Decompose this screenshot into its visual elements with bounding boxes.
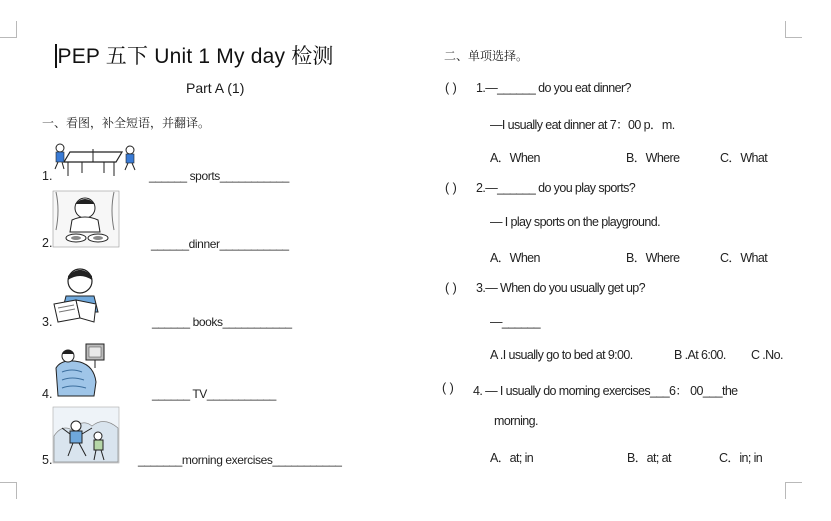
q4-option-a: A．at; in — [490, 451, 534, 465]
section-2-heading: 二、单项选择。 — [444, 49, 529, 63]
q4-option-b: B．at; at — [627, 451, 671, 465]
q1-answer-line: —I usually eat dinner at 7：00 p．m. — [490, 118, 675, 132]
q1-option-c: C．What — [720, 151, 768, 165]
item-5-phrase: _______morning exercises___________ — [138, 453, 342, 467]
boy-eating-dinner-picture — [52, 190, 120, 248]
crop-mark-bottom-right — [785, 482, 802, 499]
item-1-phrase: ______ sports___________ — [149, 169, 289, 183]
page-title-text: PEP 五下 Unit 1 My day 检测 — [57, 45, 334, 68]
item-5-number: 5. — [42, 453, 53, 467]
page-title — [55, 40, 334, 70]
crop-mark-bottom-left — [0, 482, 17, 499]
q1-option-b: B．Where — [626, 151, 680, 165]
morning-exercises-picture — [52, 406, 120, 464]
q3-answer-bracket: ( ) — [445, 281, 457, 295]
item-4-number: 4. — [42, 387, 53, 401]
q3-option-b: B .At 6:00. — [674, 348, 726, 362]
q4-answer-line: morning. — [494, 414, 538, 428]
person-watching-tv-picture — [52, 338, 108, 398]
q2-answer-bracket: ( ) — [445, 181, 457, 195]
q1-stem: 1.—______ do you eat dinner? — [476, 81, 631, 95]
q2-answer-line: — I play sports on the playground. — [490, 215, 660, 229]
item-2-number: 2. — [42, 236, 53, 250]
q3-option-a: A .I usually go to bed at 9:00. — [490, 348, 633, 362]
boy-reading-book-picture — [50, 264, 106, 324]
item-1-number: 1. — [42, 169, 53, 183]
q2-stem: 2.—______ do you play sports? — [476, 181, 636, 195]
q1-option-a: A．When — [490, 151, 540, 165]
q2-option-b: B．Where — [626, 251, 680, 265]
crop-mark-top-left — [0, 21, 17, 38]
item-2-phrase: ______dinner___________ — [151, 237, 289, 251]
q3-answer-line: —______ — [490, 315, 541, 329]
q4-answer-bracket: ( ) — [442, 381, 454, 395]
q4-option-c: C．in; in — [719, 451, 763, 465]
item-3-phrase: ______ books___________ — [152, 315, 292, 329]
q4-stem: 4. — I usually do morning exercises___6： 00___the — [473, 384, 738, 398]
q2-option-a: A．When — [490, 251, 540, 265]
page-subtitle: Part A (1) — [186, 80, 245, 96]
crop-mark-top-right — [785, 21, 802, 38]
q2-option-c: C．What — [720, 251, 768, 265]
ping-pong-players-picture — [52, 140, 138, 178]
q3-stem: 3.— When do you usually get up? — [476, 281, 646, 295]
q3-option-c: C .No. — [751, 348, 783, 362]
item-3-number: 3. — [42, 315, 53, 329]
section-1-heading: 一、看图，补全短语，并翻译。 — [42, 116, 211, 130]
text-cursor — [55, 44, 57, 68]
item-4-phrase: ______ TV___________ — [152, 387, 276, 401]
q1-answer-bracket: ( ) — [445, 81, 457, 95]
